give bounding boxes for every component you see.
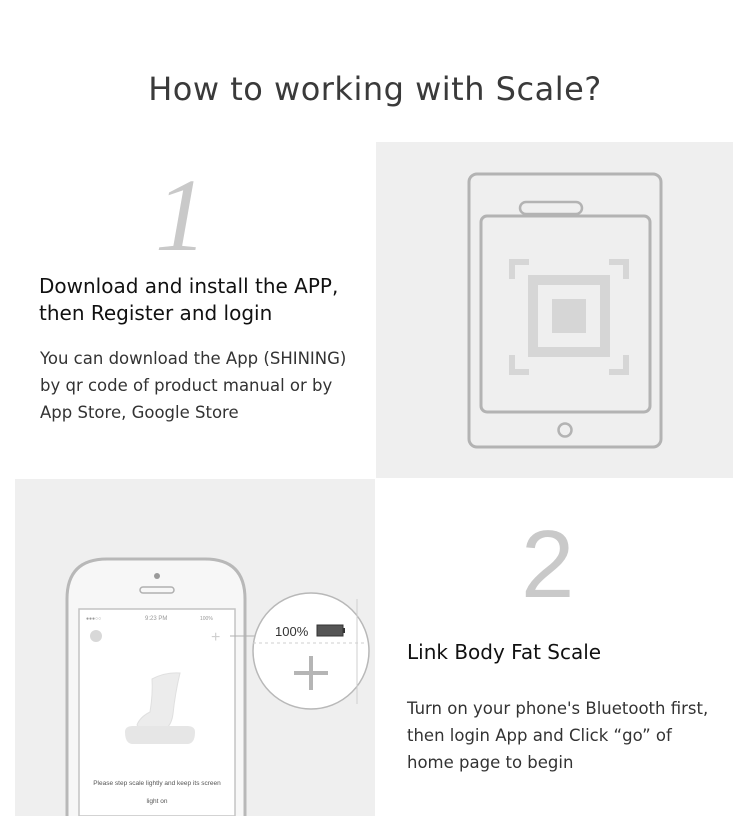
step-2-panel xyxy=(376,479,733,816)
phone-camera-icon xyxy=(154,573,160,579)
svg-text:●●●○○: ●●●○○ xyxy=(86,616,102,622)
step-2-desc-line-2: then login App and Click “go” of xyxy=(407,726,672,745)
phone-status-battery: 100% xyxy=(200,616,213,622)
zoom-battery-percent: 100% xyxy=(275,624,309,639)
step-1-heading-line-1: Download and install the APP, xyxy=(39,274,339,298)
step-2-desc-line-3: home page to begin xyxy=(407,753,574,772)
step-1-heading-line-2: then Register and login xyxy=(39,301,273,325)
phone-status-time: 9:23 PM xyxy=(145,616,168,622)
phone-add-icon: + xyxy=(211,629,221,646)
tablet-qr-illustration xyxy=(376,142,733,478)
step-2-desc-line-1: Turn on your phone's Bluetooth first, xyxy=(407,699,709,718)
phone-app-illustration xyxy=(15,479,375,816)
phone-instruction-line-2: light on xyxy=(146,798,168,805)
scale-icon xyxy=(125,726,195,744)
step-1-desc-line-1: You can download the App (SHINING) xyxy=(40,349,347,368)
step-2-description xyxy=(407,695,717,776)
qr-code-icon xyxy=(533,280,605,352)
step-2-heading: Link Body Fat Scale xyxy=(407,640,602,664)
step-1-desc-line-3: App Store, Google Store xyxy=(40,403,239,422)
battery-icon xyxy=(317,625,343,636)
step-1-heading xyxy=(39,273,359,327)
phone-instruction-line-1: Please step scale lightly and keep its screen xyxy=(93,780,221,787)
zoom-magnifier xyxy=(253,593,369,709)
phone-illustration-panel xyxy=(15,479,375,816)
tablet-speaker-icon xyxy=(520,202,582,214)
phone-avatar-icon xyxy=(90,630,102,642)
step-1-description xyxy=(40,345,360,426)
tablet-home-button-icon xyxy=(559,424,572,437)
tablet-illustration-panel xyxy=(376,142,733,478)
step-1-number: 1 xyxy=(155,158,207,273)
step-1-panel xyxy=(15,142,375,478)
step-1-desc-line-2: by qr code of product manual or by xyxy=(40,376,333,395)
step-2-number: 2 xyxy=(521,511,575,618)
page-title: How to working with Scale? xyxy=(148,70,602,108)
